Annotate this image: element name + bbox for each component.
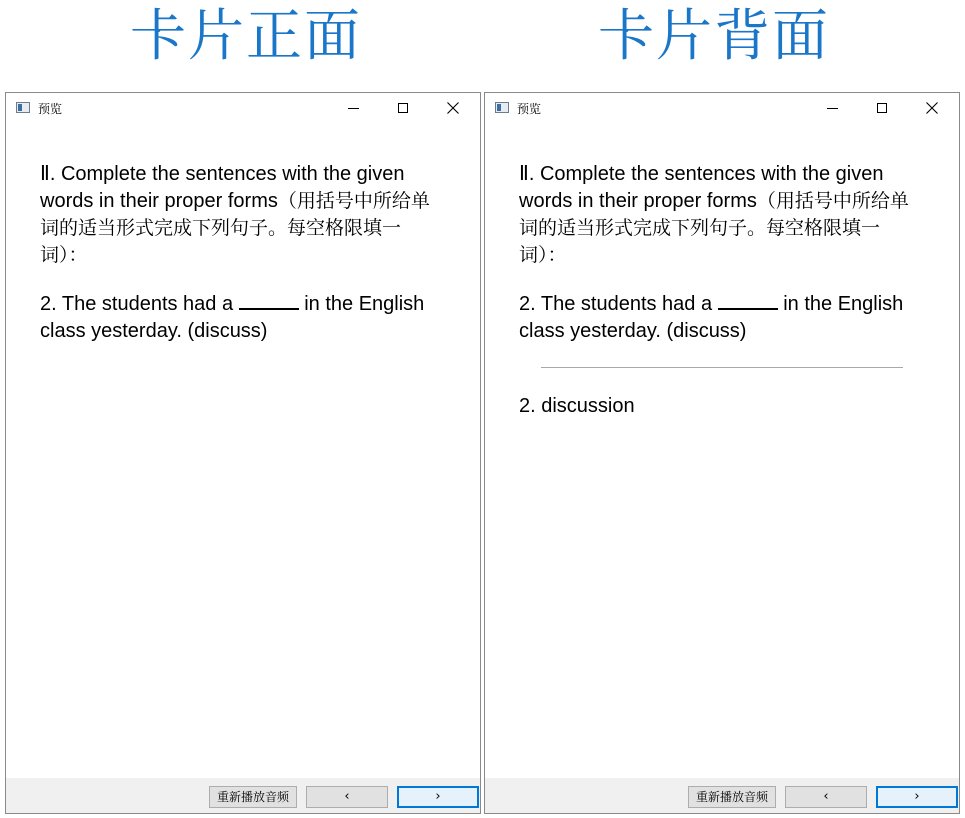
preview-window-back xyxy=(484,92,960,814)
bottom-bar xyxy=(6,778,480,813)
front-side-heading: 卡片正面 xyxy=(130,4,362,69)
maximize-icon[interactable] xyxy=(378,93,428,123)
back-side-heading: 卡片背面 xyxy=(598,4,830,69)
next-button[interactable]: › xyxy=(876,786,958,808)
answer-blank xyxy=(239,291,299,310)
minimize-icon[interactable] xyxy=(807,93,857,123)
question-after: in the English class yesterday. (discuss) xyxy=(519,293,904,342)
next-button[interactable]: › xyxy=(397,786,479,808)
instruction-text xyxy=(40,161,440,269)
app-window-icon xyxy=(16,102,30,113)
replay-audio-button[interactable]: 重新播放音频 xyxy=(209,786,297,808)
prev-button[interactable]: ‹ xyxy=(306,786,388,808)
card-front-content xyxy=(40,161,440,345)
close-icon[interactable] xyxy=(907,93,957,123)
window-title: 预览 xyxy=(38,102,63,116)
question-before: 2. The students had a xyxy=(40,293,239,315)
prev-button[interactable]: ‹ xyxy=(785,786,867,808)
instruction-en: Ⅱ. Complete the sentences with the given words in their proper forms xyxy=(519,163,884,212)
card-back-content xyxy=(519,161,919,420)
maximize-icon[interactable] xyxy=(857,93,907,123)
title-bar[interactable] xyxy=(6,93,480,123)
app-window-icon xyxy=(495,102,509,113)
answer-divider xyxy=(541,367,903,368)
answer-text: 2. discussion xyxy=(519,395,635,417)
instruction-en: Ⅱ. Complete the sentences with the given words in their proper forms xyxy=(40,163,405,212)
preview-window-front xyxy=(5,92,481,814)
title-bar[interactable] xyxy=(485,93,959,123)
close-icon[interactable] xyxy=(428,93,478,123)
question-text xyxy=(519,291,919,345)
window-title: 预览 xyxy=(517,102,542,116)
instruction-cn: （用括号中所给单词的适当形式完成下列句子。每空格限填一词）： xyxy=(519,190,909,266)
question-text xyxy=(40,291,440,345)
question-before: 2. The students had a xyxy=(519,293,718,315)
question-after: in the English class yesterday. (discuss) xyxy=(40,293,425,342)
instruction-cn: （用括号中所给单词的适当形式完成下列句子。每空格限填一词）： xyxy=(40,190,430,266)
replay-audio-button[interactable]: 重新播放音频 xyxy=(688,786,776,808)
bottom-bar xyxy=(485,778,959,813)
instruction-text xyxy=(519,161,919,269)
answer-blank xyxy=(718,291,778,310)
minimize-icon[interactable] xyxy=(328,93,378,123)
